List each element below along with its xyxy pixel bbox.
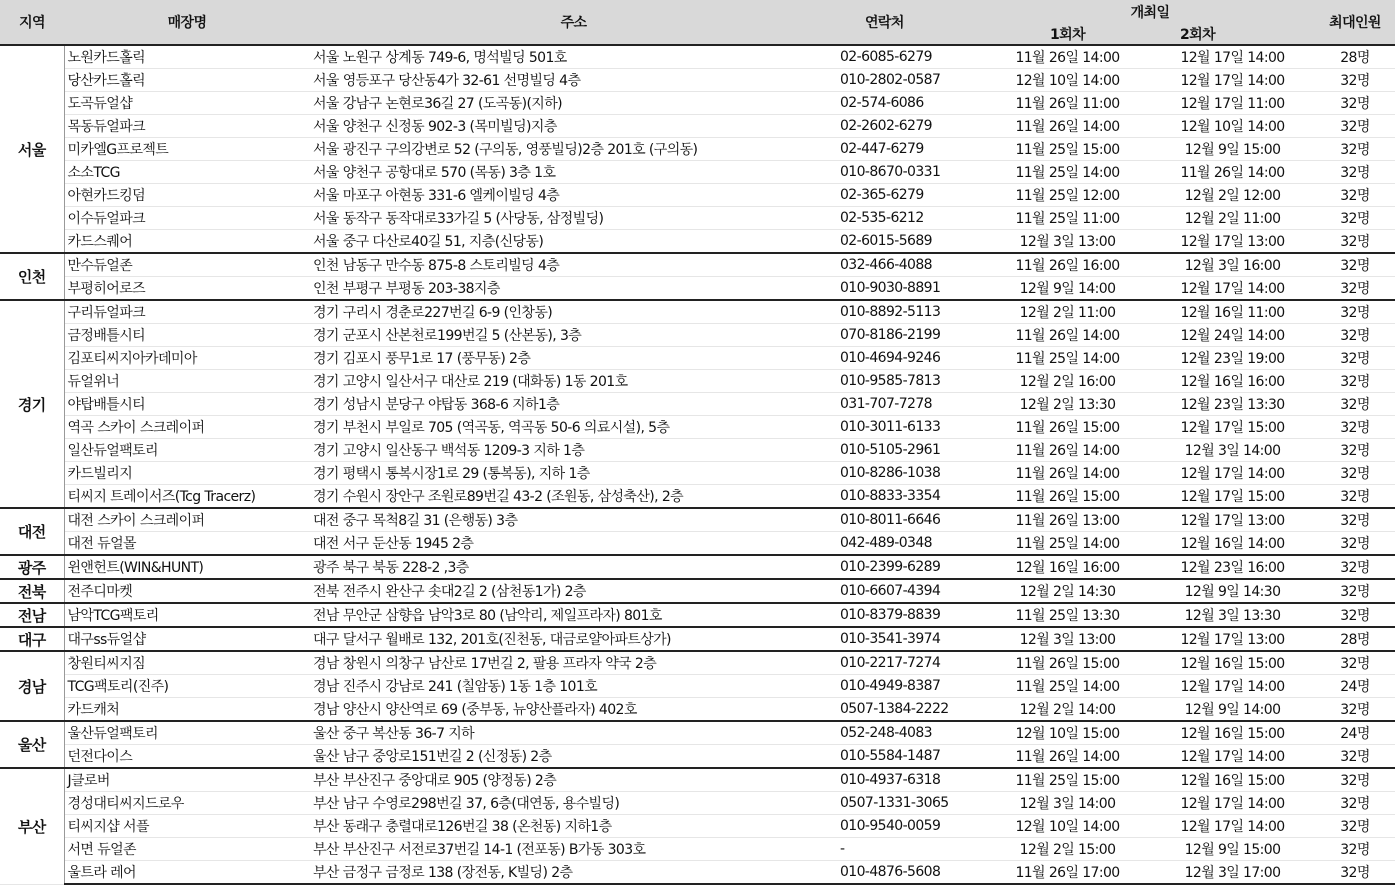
store-name-cell: 티씨지샵 서플 (64, 815, 310, 838)
table-row (0, 651, 1395, 675)
max-participants-cell: 32명 (1315, 508, 1395, 532)
address-cell: 전남 무안군 삼향읍 남악3로 80 (남악리, 제일프라자) 801호 (310, 603, 837, 627)
round1-date-cell: 11월 25일 14:00 (985, 161, 1150, 184)
table-row (0, 838, 1395, 861)
table-row (0, 138, 1395, 161)
store-name-cell: 노원카드홀릭 (64, 45, 310, 69)
address-cell: 부산 부산진구 중앙대로 905 (양정동) 2층 (310, 768, 837, 792)
store-name-cell: J클로버 (64, 768, 310, 792)
address-cell: 경기 군포시 산본천로199번길 5 (산본동), 3층 (310, 324, 837, 347)
round1-date-cell: 12월 2일 16:00 (985, 370, 1150, 393)
table-row (0, 603, 1395, 627)
round1-date-cell: 11월 26일 13:00 (985, 508, 1150, 532)
round2-date-cell: 12월 23일 19:00 (1150, 347, 1315, 370)
store-name-cell: 서면 듀얼존 (64, 838, 310, 861)
phone-cell: - (837, 838, 985, 861)
round1-date-cell: 11월 26일 15:00 (985, 416, 1150, 439)
table-row (0, 462, 1395, 485)
phone-cell: 0507-1384-2222 (837, 698, 985, 722)
store-name-cell: 야탑배틀시티 (64, 393, 310, 416)
store-name-cell: 카드캐처 (64, 698, 310, 722)
round1-date-cell: 11월 26일 15:00 (985, 485, 1150, 509)
round1-date-cell: 11월 25일 14:00 (985, 675, 1150, 698)
max-participants-cell: 32명 (1315, 347, 1395, 370)
round2-date-cell: 12월 17일 14:00 (1150, 69, 1315, 92)
round2-date-cell: 11월 26일 14:00 (1150, 161, 1315, 184)
phone-cell: 052-248-4083 (837, 721, 985, 745)
region-cell: 경기 (0, 300, 64, 508)
round2-date-cell: 12월 3일 17:00 (1150, 861, 1315, 885)
max-participants-cell: 32명 (1315, 861, 1395, 885)
max-participants-cell: 32명 (1315, 184, 1395, 207)
max-participants-cell: 32명 (1315, 416, 1395, 439)
address-cell: 인천 부평구 부평동 203-38지층 (310, 277, 837, 301)
address-cell: 서울 영등포구 당산동4가 32-61 선명빌딩 4층 (310, 69, 837, 92)
address-cell: 전북 전주시 완산구 솟대2길 2 (삼천동1가) 2층 (310, 579, 837, 603)
round2-date-cell: 12월 16일 15:00 (1150, 721, 1315, 745)
phone-cell: 010-8011-6646 (837, 508, 985, 532)
phone-cell: 010-3541-3974 (837, 627, 985, 651)
phone-cell: 010-4876-5608 (837, 861, 985, 885)
store-name-cell: 이수듀얼파크 (64, 207, 310, 230)
store-name-cell: 일산듀얼팩토리 (64, 439, 310, 462)
store-name-cell: 전주디마켓 (64, 579, 310, 603)
round1-date-cell: 12월 10일 15:00 (985, 721, 1150, 745)
round2-date-cell: 12월 17일 15:00 (1150, 416, 1315, 439)
round1-date-cell: 11월 26일 14:00 (985, 324, 1150, 347)
round1-date-cell: 12월 10일 14:00 (985, 815, 1150, 838)
round1-date-cell: 11월 26일 11:00 (985, 92, 1150, 115)
round1-date-cell: 11월 26일 14:00 (985, 745, 1150, 769)
round2-date-cell: 12월 16일 15:00 (1150, 651, 1315, 675)
address-cell: 경기 성남시 분당구 야탑동 368-6 지하1층 (310, 393, 837, 416)
phone-cell: 031-707-7278 (837, 393, 985, 416)
address-cell: 부산 금정구 금정로 138 (장전동, K빌딩) 2층 (310, 861, 837, 885)
header-round1: 1회차 (985, 24, 1150, 45)
round1-date-cell: 11월 25일 15:00 (985, 768, 1150, 792)
table-row (0, 69, 1395, 92)
phone-cell: 010-9030-8891 (837, 277, 985, 301)
round1-date-cell: 12월 2일 15:00 (985, 838, 1150, 861)
table-row (0, 92, 1395, 115)
round2-date-cell: 12월 2일 11:00 (1150, 207, 1315, 230)
store-name-cell: 카드스퀘어 (64, 230, 310, 254)
table-row (0, 300, 1395, 324)
max-participants-cell: 32명 (1315, 603, 1395, 627)
table-row (0, 161, 1395, 184)
round2-date-cell: 12월 9일 15:00 (1150, 138, 1315, 161)
table-row (0, 508, 1395, 532)
address-cell: 서울 양천구 신정동 902-3 (목미빌딩)지층 (310, 115, 837, 138)
round1-date-cell: 11월 26일 14:00 (985, 115, 1150, 138)
table-row (0, 861, 1395, 885)
phone-cell: 02-365-6279 (837, 184, 985, 207)
table-body (0, 45, 1395, 884)
store-name-cell: 구리듀얼파크 (64, 300, 310, 324)
phone-cell: 010-8286-1038 (837, 462, 985, 485)
table-row (0, 393, 1395, 416)
max-participants-cell: 32명 (1315, 370, 1395, 393)
max-participants-cell: 32명 (1315, 92, 1395, 115)
store-name-cell: 남악TCG팩토리 (64, 603, 310, 627)
round1-date-cell: 11월 26일 15:00 (985, 651, 1150, 675)
address-cell: 경기 고양시 일산동구 백석동 1209-3 지하 1층 (310, 439, 837, 462)
address-cell: 경기 평택시 통복시장1로 29 (통복동), 지하 1층 (310, 462, 837, 485)
address-cell: 경기 수원시 장안구 조원로89번길 43-2 (조원동, 삼성축산), 2층 (310, 485, 837, 509)
round2-date-cell: 12월 17일 13:00 (1150, 230, 1315, 254)
phone-cell: 02-535-6212 (837, 207, 985, 230)
address-cell: 경남 양산시 양산역로 69 (중부동, 뉴양산플라자) 402호 (310, 698, 837, 722)
store-name-cell: 대전 스카이 스크레이퍼 (64, 508, 310, 532)
phone-cell: 010-5105-2961 (837, 439, 985, 462)
address-cell: 부산 남구 수영로298번길 37, 6층(대연동, 용수빌딩) (310, 792, 837, 815)
round2-date-cell: 12월 17일 14:00 (1150, 462, 1315, 485)
max-participants-cell: 24명 (1315, 675, 1395, 698)
address-cell: 경기 고양시 일산서구 대산로 219 (대화동) 1동 201호 (310, 370, 837, 393)
store-name-cell: 윈앤헌트(WIN&HUNT) (64, 555, 310, 579)
round1-date-cell: 12월 2일 11:00 (985, 300, 1150, 324)
round2-date-cell: 12월 17일 14:00 (1150, 815, 1315, 838)
table-row (0, 207, 1395, 230)
round2-date-cell: 12월 3일 16:00 (1150, 253, 1315, 277)
address-cell: 서울 광진구 구의강변로 52 (구의동, 영풍빌딩)2층 201호 (구의동) (310, 138, 837, 161)
header-max: 최대인원 (1315, 0, 1395, 45)
header-region: 지역 (0, 0, 64, 45)
phone-cell: 010-4937-6318 (837, 768, 985, 792)
table-row (0, 45, 1395, 69)
round2-date-cell: 12월 23일 16:00 (1150, 555, 1315, 579)
phone-cell: 032-466-4088 (837, 253, 985, 277)
store-name-cell: 당산카드홀릭 (64, 69, 310, 92)
max-participants-cell: 32명 (1315, 838, 1395, 861)
address-cell: 울산 중구 복산동 36-7 지하 (310, 721, 837, 745)
store-name-cell: 부평히어로즈 (64, 277, 310, 301)
store-name-cell: 소소TCG (64, 161, 310, 184)
phone-cell: 0507-1331-3065 (837, 792, 985, 815)
max-participants-cell: 32명 (1315, 439, 1395, 462)
store-name-cell: 미카엘G프로젝트 (64, 138, 310, 161)
table-row (0, 277, 1395, 301)
round1-date-cell: 12월 10일 14:00 (985, 69, 1150, 92)
address-cell: 서울 마포구 아현동 331-6 엘케이빌딩 4층 (310, 184, 837, 207)
store-name-cell: 역곡 스카이 스크레이퍼 (64, 416, 310, 439)
round1-date-cell: 11월 25일 12:00 (985, 184, 1150, 207)
round1-date-cell: 11월 25일 11:00 (985, 207, 1150, 230)
phone-cell: 010-4694-9246 (837, 347, 985, 370)
round2-date-cell: 12월 3일 13:30 (1150, 603, 1315, 627)
store-name-cell: 창원티씨지짐 (64, 651, 310, 675)
max-participants-cell: 28명 (1315, 627, 1395, 651)
round1-date-cell: 11월 25일 15:00 (985, 138, 1150, 161)
phone-cell: 010-9585-7813 (837, 370, 985, 393)
round1-date-cell: 11월 25일 14:00 (985, 347, 1150, 370)
phone-cell: 010-8670-0331 (837, 161, 985, 184)
phone-cell: 02-6085-6279 (837, 45, 985, 69)
store-name-cell: 목동듀얼파크 (64, 115, 310, 138)
max-participants-cell: 32명 (1315, 207, 1395, 230)
round2-date-cell: 12월 17일 15:00 (1150, 485, 1315, 509)
phone-cell: 02-6015-5689 (837, 230, 985, 254)
store-name-cell: 울트라 레어 (64, 861, 310, 885)
phone-cell: 010-6607-4394 (837, 579, 985, 603)
table-row (0, 184, 1395, 207)
phone-cell: 02-574-6086 (837, 92, 985, 115)
phone-cell: 042-489-0348 (837, 532, 985, 556)
store-name-cell: 아현카드킹덤 (64, 184, 310, 207)
region-cell: 대구 (0, 627, 64, 651)
address-cell: 서울 양천구 공항대로 570 (목동) 3층 1호 (310, 161, 837, 184)
round2-date-cell: 12월 17일 14:00 (1150, 745, 1315, 769)
phone-cell: 010-2217-7274 (837, 651, 985, 675)
address-cell: 대전 중구 목척8길 31 (은행동) 3층 (310, 508, 837, 532)
phone-cell: 010-4949-8387 (837, 675, 985, 698)
store-name-cell: 대구ss듀얼샵 (64, 627, 310, 651)
round1-date-cell: 12월 3일 13:00 (985, 230, 1150, 254)
store-name-cell: TCG팩토리(진주) (64, 675, 310, 698)
store-name-cell: 던전다이스 (64, 745, 310, 769)
table-row (0, 675, 1395, 698)
round2-date-cell: 12월 16일 16:00 (1150, 370, 1315, 393)
phone-cell: 010-2802-0587 (837, 69, 985, 92)
store-name-cell: 금정배틀시티 (64, 324, 310, 347)
max-participants-cell: 32명 (1315, 532, 1395, 556)
phone-cell: 02-447-6279 (837, 138, 985, 161)
table-row (0, 768, 1395, 792)
round1-date-cell: 11월 26일 17:00 (985, 861, 1150, 885)
round2-date-cell: 12월 17일 14:00 (1150, 675, 1315, 698)
max-participants-cell: 32명 (1315, 300, 1395, 324)
region-cell: 전북 (0, 579, 64, 603)
address-cell: 대구 달서구 월배로 132, 201호(진천동, 대금로얄아파트상가) (310, 627, 837, 651)
phone-cell: 010-9540-0059 (837, 815, 985, 838)
max-participants-cell: 24명 (1315, 721, 1395, 745)
max-participants-cell: 32명 (1315, 277, 1395, 301)
address-cell: 경남 진주시 강남로 241 (칠암동) 1동 1층 101호 (310, 675, 837, 698)
table-row (0, 485, 1395, 509)
max-participants-cell: 28명 (1315, 45, 1395, 69)
store-name-cell: 도곡듀얼샵 (64, 92, 310, 115)
round2-date-cell: 12월 23일 13:30 (1150, 393, 1315, 416)
table-row (0, 416, 1395, 439)
round2-date-cell: 12월 17일 13:00 (1150, 627, 1315, 651)
round2-date-cell: 12월 17일 14:00 (1150, 277, 1315, 301)
round1-date-cell: 12월 9일 14:00 (985, 277, 1150, 301)
max-participants-cell: 32명 (1315, 792, 1395, 815)
max-participants-cell: 32명 (1315, 768, 1395, 792)
round1-date-cell: 11월 26일 14:00 (985, 45, 1150, 69)
address-cell: 경기 부천시 부일로 705 (역곡동, 역곡동 50-6 의료시설), 5층 (310, 416, 837, 439)
max-participants-cell: 32명 (1315, 138, 1395, 161)
round1-date-cell: 12월 2일 14:00 (985, 698, 1150, 722)
phone-cell: 010-2399-6289 (837, 555, 985, 579)
address-cell: 부산 부산진구 서전로37번길 14-1 (전포동) B가동 303호 (310, 838, 837, 861)
store-name-cell: 대전 듀얼몰 (64, 532, 310, 556)
round1-date-cell: 11월 25일 13:30 (985, 603, 1150, 627)
table-row (0, 370, 1395, 393)
table-row (0, 579, 1395, 603)
round1-date-cell: 12월 3일 14:00 (985, 792, 1150, 815)
max-participants-cell: 32명 (1315, 651, 1395, 675)
table-row (0, 721, 1395, 745)
address-cell: 광주 북구 북동 228-2 ,3층 (310, 555, 837, 579)
store-name-cell: 만수듀얼존 (64, 253, 310, 277)
header-date-group: 개최일 (985, 0, 1315, 24)
phone-cell: 010-8379-8839 (837, 603, 985, 627)
round2-date-cell: 12월 16일 14:00 (1150, 532, 1315, 556)
address-cell: 서울 노원구 상계동 749-6, 명석빌딩 501호 (310, 45, 837, 69)
max-participants-cell: 32명 (1315, 745, 1395, 769)
max-participants-cell: 32명 (1315, 698, 1395, 722)
phone-cell: 010-5584-1487 (837, 745, 985, 769)
table-row (0, 532, 1395, 556)
region-cell: 전남 (0, 603, 64, 627)
address-cell: 울산 남구 중앙로151번길 2 (신정동) 2층 (310, 745, 837, 769)
address-cell: 경기 구리시 경춘로227번길 6-9 (인창동) (310, 300, 837, 324)
table-row (0, 698, 1395, 722)
region-cell: 서울 (0, 45, 64, 253)
max-participants-cell: 32명 (1315, 393, 1395, 416)
store-name-cell: 듀얼위너 (64, 370, 310, 393)
max-participants-cell: 32명 (1315, 324, 1395, 347)
round2-date-cell: 12월 3일 14:00 (1150, 439, 1315, 462)
round2-date-cell: 12월 17일 14:00 (1150, 792, 1315, 815)
region-cell: 대전 (0, 508, 64, 555)
table-row (0, 745, 1395, 769)
store-name-cell: 경성대티씨지드로우 (64, 792, 310, 815)
region-cell: 부산 (0, 768, 64, 884)
max-participants-cell: 32명 (1315, 815, 1395, 838)
region-cell: 울산 (0, 721, 64, 768)
header-contact: 연락처 (837, 0, 985, 45)
round1-date-cell: 11월 25일 14:00 (985, 532, 1150, 556)
table-row (0, 347, 1395, 370)
address-cell: 부산 동래구 충렬대로126번길 38 (온천동) 지하1층 (310, 815, 837, 838)
max-participants-cell: 32명 (1315, 230, 1395, 254)
table-row (0, 253, 1395, 277)
phone-cell: 070-8186-2199 (837, 324, 985, 347)
round2-date-cell: 12월 24일 14:00 (1150, 324, 1315, 347)
table-row (0, 815, 1395, 838)
phone-cell: 010-8833-3354 (837, 485, 985, 509)
round1-date-cell: 12월 16일 16:00 (985, 555, 1150, 579)
round2-date-cell: 12월 10일 14:00 (1150, 115, 1315, 138)
header-address: 주소 (310, 0, 837, 45)
max-participants-cell: 32명 (1315, 115, 1395, 138)
table-row (0, 230, 1395, 254)
round1-date-cell: 11월 26일 16:00 (985, 253, 1150, 277)
round1-date-cell: 11월 26일 14:00 (985, 462, 1150, 485)
address-cell: 경기 김포시 풍무1로 17 (풍무동) 2층 (310, 347, 837, 370)
round1-date-cell: 12월 2일 14:30 (985, 579, 1150, 603)
round1-date-cell: 12월 2일 13:30 (985, 393, 1150, 416)
address-cell: 서울 중구 다산로40길 51, 지층(신당동) (310, 230, 837, 254)
round2-date-cell: 12월 2일 12:00 (1150, 184, 1315, 207)
header-store: 매장명 (64, 0, 310, 45)
max-participants-cell: 32명 (1315, 555, 1395, 579)
round1-date-cell: 11월 26일 14:00 (985, 439, 1150, 462)
max-participants-cell: 32명 (1315, 462, 1395, 485)
table-row (0, 439, 1395, 462)
store-name-cell: 울산듀얼팩토리 (64, 721, 310, 745)
address-cell: 대전 서구 둔산동 1945 2층 (310, 532, 837, 556)
max-participants-cell: 32명 (1315, 579, 1395, 603)
max-participants-cell: 32명 (1315, 69, 1395, 92)
table-row (0, 792, 1395, 815)
round1-date-cell: 12월 3일 13:00 (985, 627, 1150, 651)
address-cell: 경남 창원시 의창구 남산로 17번길 2, 팔용 프라자 약국 2층 (310, 651, 837, 675)
phone-cell: 010-3011-6133 (837, 416, 985, 439)
table-row (0, 324, 1395, 347)
max-participants-cell: 32명 (1315, 161, 1395, 184)
max-participants-cell: 32명 (1315, 253, 1395, 277)
address-cell: 서울 강남구 논현로36길 27 (도곡동)(지하) (310, 92, 837, 115)
region-cell: 광주 (0, 555, 64, 579)
table-row (0, 115, 1395, 138)
round2-date-cell: 12월 17일 11:00 (1150, 92, 1315, 115)
address-cell: 인천 남동구 만수동 875-8 스토리빌딩 4층 (310, 253, 837, 277)
round2-date-cell: 12월 16일 15:00 (1150, 768, 1315, 792)
address-cell: 서울 동작구 동작대로33가길 5 (사당동, 삼정빌딩) (310, 207, 837, 230)
region-cell: 경남 (0, 651, 64, 721)
phone-cell: 010-8892-5113 (837, 300, 985, 324)
phone-cell: 02-2602-6279 (837, 115, 985, 138)
region-cell: 인천 (0, 253, 64, 300)
round2-date-cell: 12월 17일 14:00 (1150, 45, 1315, 69)
table-row (0, 627, 1395, 651)
header-round2: 2회차 (1150, 24, 1315, 45)
round2-date-cell: 12월 9일 15:00 (1150, 838, 1315, 861)
max-participants-cell: 32명 (1315, 485, 1395, 509)
round2-date-cell: 12월 16일 11:00 (1150, 300, 1315, 324)
round2-date-cell: 12월 9일 14:00 (1150, 698, 1315, 722)
store-name-cell: 티씨지 트레이서즈(Tcg Tracerz) (64, 485, 310, 509)
table-row (0, 555, 1395, 579)
round2-date-cell: 12월 9일 14:30 (1150, 579, 1315, 603)
round2-date-cell: 12월 17일 13:00 (1150, 508, 1315, 532)
store-name-cell: 김포티씨지아카데미아 (64, 347, 310, 370)
store-name-cell: 카드빌리지 (64, 462, 310, 485)
